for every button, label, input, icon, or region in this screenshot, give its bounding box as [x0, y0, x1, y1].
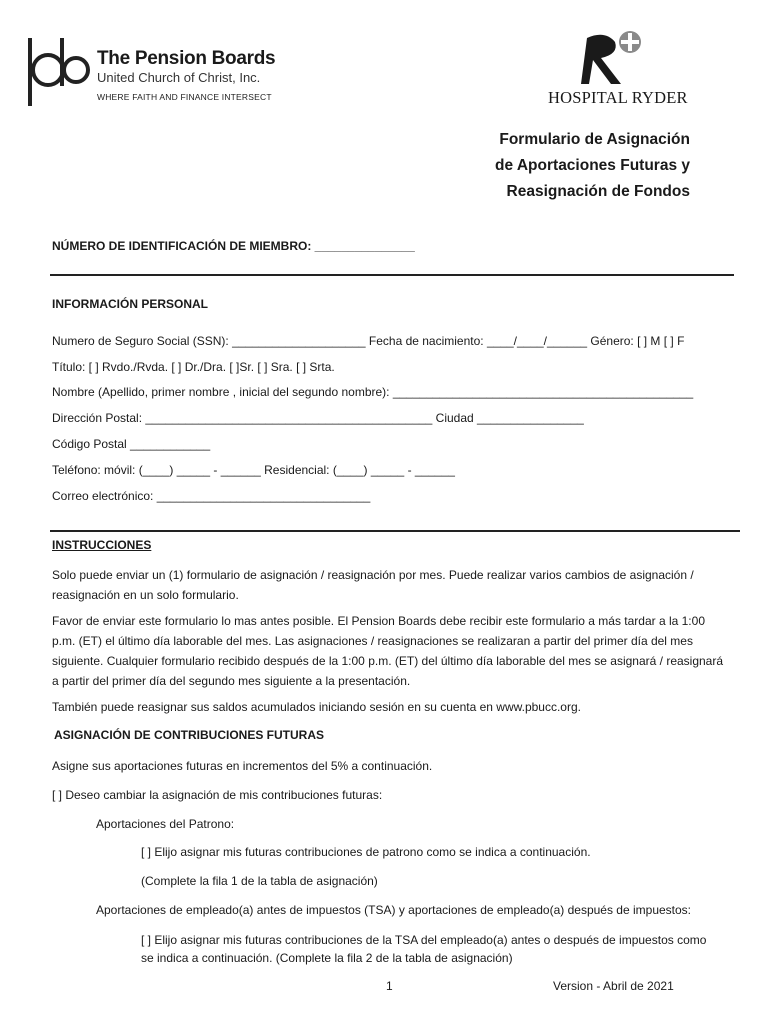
instructions-paragraph-2: Favor de enviar este formulario lo mas antes posible. El Pension Boards debe recibir este formulario a más tardar a la 1:00 p.m. (ET) el último día laborable del mes. Las asignaciones / reasignaciones se realizaran a partir del primer día del mes siguiente. Cualquier formulario recibido después de la 1:00 p.m. (ET) del último día laborable del mes se asignará / reasignará a partir del primer día del segundo mes siguiente a la presentación.: [52, 614, 724, 688]
future-contributions-heading: ASIGNACIÓN DE CONTRIBUCIONES FUTURAS: [54, 728, 325, 742]
instructions-heading: INSTRUCCIONES: [52, 538, 152, 552]
title-options-line[interactable]: Título: [ ] Rvdo./Rvda. [ ] Dr./Dra. [ ]Sr. [ ] Sra. [ ] Srta.: [52, 360, 335, 374]
version-label: Version - Abril de 2021: [553, 979, 674, 993]
title-line-3: Reasignación de Fondos: [506, 183, 690, 200]
page-number: 1: [386, 979, 393, 993]
employee-allocation-checkbox[interactable]: [ ] Elijo asignar mis futuras contribuciones de la TSA del empleado(a) antes o después de impuestos como se indica a continuación. (Complete la fila 2 de la tabla de asignación): [141, 933, 707, 965]
name-line[interactable]: Nombre (Apellido, primer nombre , inicial del segundo nombre): _____________________________________________: [52, 385, 694, 399]
title-line-1: Formulario de Asignación: [499, 131, 690, 148]
employer-contributions-label: Aportaciones del Patrono:: [96, 817, 235, 831]
hospital-ryder-logo-icon: [545, 28, 665, 95]
section-divider: [50, 530, 740, 532]
section-divider: [50, 274, 734, 276]
phone-line[interactable]: Teléfono: móvil: (____) _____ - ______ Residencial: (____) _____ - ______: [52, 463, 455, 477]
address-city-line[interactable]: Dirección Postal: ___________________________________________ Ciudad ________________: [52, 411, 584, 425]
personal-info-heading: INFORMACIÓN PERSONAL: [52, 297, 208, 311]
org-tagline: WHERE FAITH AND FINANCE INTERSECT: [97, 92, 272, 102]
document-title: [440, 127, 690, 205]
instructions-paragraph-1: Solo puede enviar un (1) formulario de asignación / reasignación por mes. Puede realizar varios cambios de asignación / reasignación en un solo formulario.: [52, 568, 694, 602]
hospital-name: HOSPITAL RYDER: [548, 88, 688, 107]
pension-boards-logo-icon: [26, 36, 90, 113]
title-line-2: de Aportaciones Futuras y: [495, 157, 690, 174]
instructions-paragraph-3: También puede reasignar sus saldos acumulados iniciando sesión en su cuenta en www.pbucc.org.: [52, 700, 581, 714]
employee-contributions-label: Aportaciones de empleado(a) antes de impuestos (TSA) y aportaciones de empleado(a) después de impuestos:: [96, 903, 692, 917]
ssn-dob-gender-line[interactable]: Numero de Seguro Social (SSN): ____________________ Fecha de nacimiento: ____/____/______ Género: [ ] M [ ] F: [52, 334, 685, 348]
change-allocation-checkbox[interactable]: [ ] Deseo cambiar la asignación de mis contribuciones futuras:: [52, 788, 383, 802]
org-subtitle: United Church of Christ, Inc.: [97, 70, 261, 85]
employer-row-note: (Complete la fila 1 de la tabla de asignación): [141, 874, 378, 888]
zip-line[interactable]: Código Postal ____________: [52, 437, 211, 451]
member-id-field[interactable]: NÚMERO DE IDENTIFICACIÓN DE MIEMBRO: _______________: [52, 239, 415, 253]
email-line[interactable]: Correo electrónico: ________________________________: [52, 489, 371, 503]
future-intro: Asigne sus aportaciones futuras en incrementos del 5% a continuación.: [52, 759, 433, 773]
org-title: The Pension Boards: [97, 48, 276, 69]
employer-allocation-checkbox[interactable]: [ ] Elijo asignar mis futuras contribuciones de patrono como se indica a continuación.: [141, 845, 591, 859]
